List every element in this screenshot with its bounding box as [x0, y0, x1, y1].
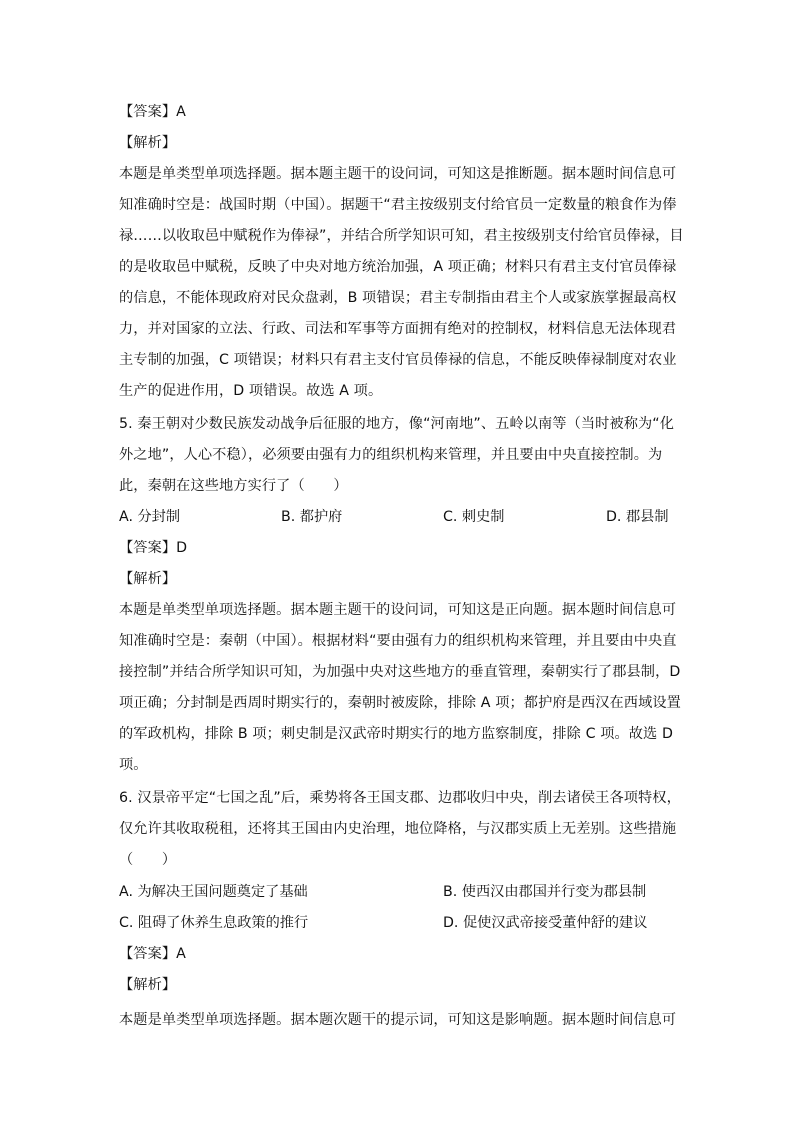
- question-5-stem-line: 外之地”，人心不稳），必须要由强有力的组织机构来管理，并且要由中央直接控制。为: [119, 447, 663, 463]
- analysis-text-line: 本题是单类型单项选择题。据本题次题干的提示词，可知这是影响题。据本题时间信息可: [119, 1012, 677, 1028]
- analysis-text-line: 的是收取邑中赋税，反映了中央对地方统治加强，A 项正确；材料只有君主支付官员俸禄: [119, 259, 677, 275]
- analysis-text-line: 本题是单类型单项选择题。据本题主题干的设问词，可知这是推断题。据本题时间信息可: [119, 166, 677, 182]
- question-6-option-a: A. 为解决王国问题奠定了基础: [119, 884, 308, 900]
- question-6-stem-line: （ ）: [119, 852, 177, 868]
- question-6-stem-line: 6. 汉景帝平定“七国之乱”后，乘势将各王国支郡、边郡收归中央，削去诸侯王各项特权，: [119, 790, 681, 806]
- question-5-option-d: D. 郡县制: [606, 509, 669, 525]
- analysis-text-line: 接控制”并结合所学知识可知，为加强中央对这些地方的垂直管理，秦朝实行了郡县制，D: [119, 664, 681, 680]
- question-6-stem-line: 仅允许其收取税租，还将其王国由内史治理，地位降格，与汉郡实质上无差别。这些措施: [119, 821, 677, 837]
- question-6-option-c: C. 阻碍了休养生息政策的推行: [119, 915, 309, 931]
- analysis-text-line: 项。: [119, 757, 148, 773]
- question-5-option-c: C. 刺史制: [443, 509, 505, 525]
- analysis-text-line: 生产的促进作用，D 项错误。故选 A 项。: [119, 383, 383, 399]
- analysis-label: 【解析】: [119, 571, 177, 587]
- analysis-text-line: 知准确时空是：秦朝（中国）。根据材料“要由强有力的组织机构来管理，并且要由中央直: [119, 633, 677, 649]
- question-5-option-b: B. 都护府: [281, 509, 343, 525]
- question-6-option-d: D. 促使汉武帝接受董仲舒的建议: [443, 915, 648, 931]
- question-5-stem-line: 5. 秦王朝对少数民族发动战争后征服的地方，像“河南地”、五岭以南等（当时被称为“化: [119, 416, 675, 432]
- analysis-text-line: 的信息，不能体现政府对民众盘剥，B 项错误；君主专制指由君主个人或家族掌握最高权: [119, 290, 677, 306]
- answer-label: 【答案】A: [119, 946, 186, 962]
- question-5-stem-line: 此，秦朝在这些地方实行了（ ）: [119, 478, 348, 494]
- answer-label: 【答案】A: [119, 104, 186, 120]
- analysis-text-line: 本题是单类型单项选择题。据本题主题干的设问词，可知这是正向题。据本题时间信息可: [119, 602, 677, 618]
- analysis-label: 【解析】: [119, 977, 177, 993]
- question-5-option-a: A. 分封制: [119, 509, 181, 525]
- answer-label: 【答案】D: [119, 540, 188, 556]
- question-6-option-b: B. 使西汉由郡国并行变为郡县制: [443, 884, 647, 900]
- analysis-text-line: 力，并对国家的立法、行政、司法和军事等方面拥有绝对的控制权，材料信息无法体现君: [119, 321, 677, 337]
- analysis-text-line: 知准确时空是：战国时期（中国）。据题干“君主按级别支付给官员一定数量的粮食作为俸: [119, 197, 677, 213]
- analysis-text-line: 的军政机构，排除 B 项；刺史制是汉武帝时期实行的地方监察制度，排除 C 项。故选 D: [119, 726, 673, 742]
- analysis-text-line: 项正确；分封制是西周时期实行的，秦朝时被废除，排除 A 项；都护府是西汉在西域设置: [119, 695, 681, 711]
- analysis-text-line: 禄……以收取邑中赋税作为俸禄”，并结合所学知识可知，君主按级别支付给官员俸禄，目: [119, 228, 684, 244]
- analysis-label: 【解析】: [119, 135, 177, 151]
- analysis-text-line: 主专制的加强，C 项错误；材料只有君主支付官员俸禄的信息，不能反映俸禄制度对农业: [119, 352, 677, 368]
